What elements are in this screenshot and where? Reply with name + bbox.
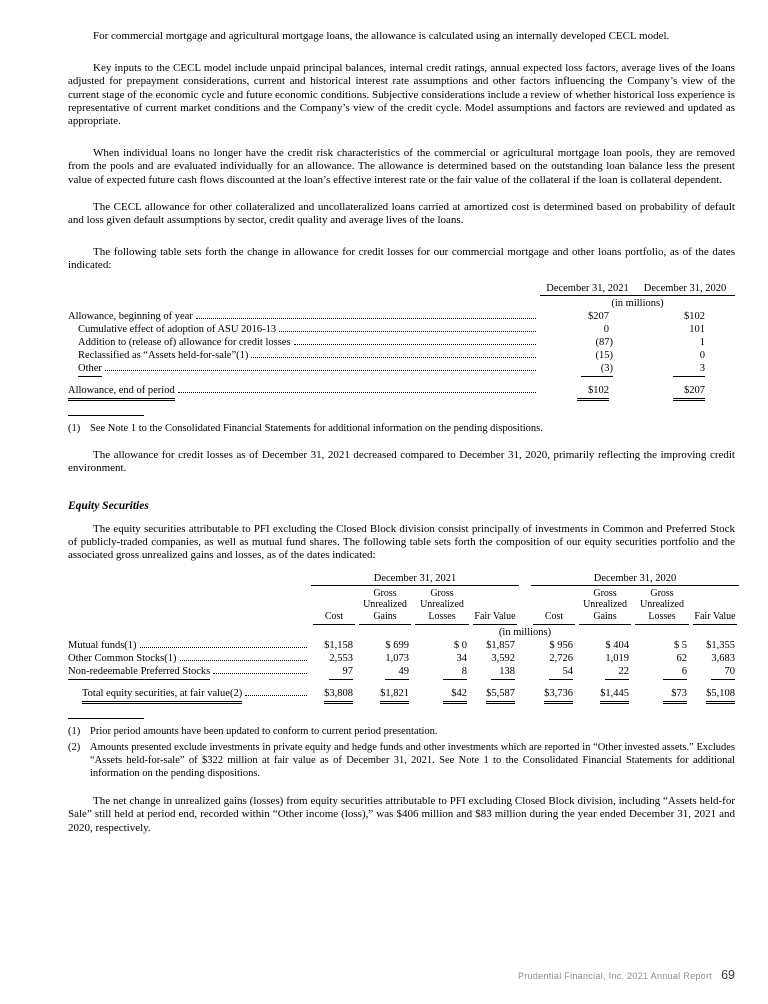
row-value: $3,736 [544, 688, 573, 704]
footer-report-title: Prudential Financial, Inc. 2021 Annual Report [517, 971, 713, 981]
table-row [68, 652, 739, 665]
dot-leader [213, 671, 307, 674]
row-value: 3 [673, 363, 705, 377]
units-row [68, 297, 735, 310]
footnote-text: Amounts presented exclude investments in private equity and hedge funds and other investments which are reported in “Other invested assets.” Excludes “Assets held-for-sale” of $322 million at fair value as of December 31, 2021. See Note 1 to the Consolidated Financial Statements for additional information on the pending dispositions. [90, 742, 735, 780]
table-row [68, 665, 739, 681]
row-value: 70 [711, 666, 735, 680]
row-value: 138 [491, 666, 515, 680]
footnote-divider [68, 718, 144, 719]
group-header-row [68, 572, 739, 587]
footnote-marker: (2) [68, 742, 81, 754]
equity-securities-table [68, 572, 739, 706]
row-value: (15) [595, 349, 613, 361]
row-value: 1,073 [385, 653, 409, 665]
row-value: $1,857 [486, 640, 516, 652]
row-value: $5,108 [706, 688, 735, 704]
row-value: 34 [456, 653, 467, 665]
footnote-text: See Note 1 to the Consolidated Financial Statements for additional information on the pending dispositions. [90, 422, 543, 434]
table-header-row [68, 282, 735, 297]
column-header-losses-2021: Gross Unrealized Losses [413, 587, 471, 627]
row-value: $ 5 [673, 640, 688, 652]
paragraph-cecl-inputs: Key inputs to the CECL model include unpaid principal balances, internal credit ratings, annual expected loss factors, average lives of the loans adjusted for prepayment considerations, current and historical interest rate assumptions and other factors influencing the Company’s view of the current stage of the economic cycle and future economic conditions. Subjective considerations include a review of whether historical loss experience is representative of current market conditions and the Company’s view of the credit cycle. Model assumptions and factors are reviewed and updated as appropriate. [68, 62, 735, 128]
dot-leader [180, 660, 308, 661]
column-header-gains-2021: Gross Unrealized Gains [357, 587, 413, 627]
paragraph-allowance-decrease: The allowance for credit losses as of December 31, 2021 decreased compared to December 31, 2020, primarily reflecting the improving credit environment. [68, 448, 735, 474]
column-header-dec-2021: December 31, 2021 [540, 282, 635, 297]
row-value: 1,019 [605, 653, 630, 665]
row-value: $1,355 [706, 640, 736, 652]
column-header-fair-2020: Fair Value [691, 587, 739, 627]
row-value: 0 [699, 349, 705, 361]
row-value: 101 [689, 323, 705, 335]
row-value: $1,821 [380, 688, 409, 704]
paragraph-equity-intro: The equity securities attributable to PFI excluding the Closed Block division consist principally of investments in Common and Preferred Stock of publicly-traded companies, as well as mutual fund shares. The following table sets forth the composition of our equity securities portfolio and the associated gross unrealized gains and losses, as of the dates indicated: [68, 523, 735, 562]
units-label: (in millions) [498, 627, 552, 639]
row-value: $207 [673, 385, 705, 401]
row-value: $102 [577, 385, 609, 401]
paragraph-cecl-intro: For commercial mortgage and agricultural mortgage loans, the allowance is calculated using an internally developed CECL model. [93, 30, 670, 42]
row-value: $207 [588, 310, 609, 322]
row-value: 54 [549, 666, 573, 680]
column-header-dec-2020: December 31, 2020 [635, 282, 735, 297]
row-value: 0 [603, 323, 609, 335]
group-header-dec-2021: December 31, 2021 [311, 572, 519, 587]
row-value: $1,445 [600, 688, 629, 704]
row-value: 1 [699, 336, 705, 348]
row-value: $3,808 [324, 688, 353, 704]
table-total-row [68, 378, 735, 402]
row-value: $ 0 [453, 640, 467, 652]
column-header-row [68, 587, 739, 627]
row-value: 49 [385, 666, 409, 680]
group-header-dec-2020: December 31, 2020 [531, 572, 739, 587]
dot-leader [294, 344, 536, 345]
dot-leader [196, 318, 536, 319]
row-value: $42 [443, 688, 467, 704]
dot-leader [245, 693, 307, 696]
row-value: $102 [684, 310, 705, 322]
row-value: 97 [329, 666, 353, 680]
row-value: $5,587 [486, 688, 515, 704]
row-label: Other [78, 363, 102, 377]
row-value: 2,726 [549, 653, 574, 665]
column-header-cost-2020: Cost [531, 587, 577, 627]
row-value: (3) [581, 363, 613, 377]
row-value: 2,553 [329, 653, 353, 665]
table-row [68, 362, 735, 378]
paragraph-net-change: The net change in unrealized gains (losses) from equity securities attributable to PFI excluding Closed Block division, including “Assets held-for Sale” still held at period end, recorded within “Other income (loss),” was $406 million and $83 million during the year ended December 31, 2021 and 2020, respectively. [68, 795, 735, 834]
footnote-text: Prior period amounts have been updated to conform to current period presentation. [90, 726, 438, 738]
row-label: Allowance, end of period [68, 385, 175, 401]
row-value: 6 [663, 666, 687, 680]
footnote-marker: (1) [68, 726, 81, 738]
row-value: $73 [663, 688, 687, 704]
table-row [68, 336, 735, 349]
row-value: 8 [443, 666, 467, 680]
footnote-marker: (1) [68, 422, 81, 434]
row-value: 62 [676, 653, 688, 665]
row-label: Mutual funds(1) [68, 640, 137, 652]
table-row [68, 349, 735, 362]
paragraph-other-loans: The CECL allowance for other collateralized and uncollateralized loans carried at amortized cost is determined based on probability of default and loss given default assumptions by sector, credit quality and average lives of the loans. [68, 200, 735, 227]
allowance-rollforward-table [68, 282, 735, 402]
table-row [68, 310, 735, 323]
section-heading-equity-securities: Equity Securities [68, 500, 149, 513]
row-value: $ 699 [385, 640, 409, 652]
dot-leader [178, 390, 536, 393]
paragraph-table-intro: The following table sets forth the change in allowance for credit losses for our commercial mortgage and other loans portfolio, as of the dates indicated: [68, 246, 735, 272]
row-value: 3,683 [711, 653, 736, 665]
footer-page-number: 69 [721, 968, 735, 982]
dot-leader [105, 368, 536, 371]
footnote [68, 725, 735, 738]
row-label: Allowance, beginning of year [68, 310, 193, 322]
units-label: (in millions) [611, 297, 664, 309]
table-row [68, 639, 739, 652]
table-total-row [68, 681, 739, 705]
row-label: Cumulative effect of adoption of ASU 2016-13 [78, 323, 277, 335]
units-row [68, 626, 739, 639]
row-value: (87) [595, 336, 613, 348]
row-label: Total equity securities, at fair value(2) [82, 688, 242, 704]
row-value: $ 956 [549, 640, 574, 652]
row-value: $1,158 [324, 640, 353, 652]
footnote [68, 741, 735, 780]
row-label: Reclassified as “Assets held-for-sale”(1) [78, 349, 249, 361]
footnote [68, 422, 735, 435]
row-value: $ 404 [605, 640, 630, 652]
page-footer [518, 968, 735, 982]
row-value: 3,592 [491, 653, 516, 665]
dot-leader [279, 331, 536, 332]
paragraph-individual-loans: When individual loans no longer have the credit risk characteristics of the commercial or agricultural mortgage loan pools, they are removed from the pools and are evaluated individually for an allowance. The allowance is determined based on the outstanding loan balance less the present value of expected future cash flows discounted at the loan’s effective interest rate or the fair value of the collateral if the loan is collateral dependent. [68, 147, 735, 186]
dot-leader [140, 647, 307, 648]
footnote-divider [68, 415, 144, 416]
table-row [68, 323, 735, 336]
dot-leader [251, 357, 536, 358]
row-label: Addition to (release of) allowance for credit losses [78, 336, 291, 348]
row-value: 22 [605, 666, 629, 680]
column-header-cost-2021: Cost [311, 587, 357, 627]
row-label: Other Common Stocks(1) [68, 653, 177, 665]
column-header-gains-2020: Gross Unrealized Gains [577, 587, 633, 627]
column-header-losses-2020: Gross Unrealized Losses [633, 587, 691, 627]
row-label: Non-redeemable Preferred Stocks [68, 666, 210, 680]
column-header-fair-2021: Fair Value [471, 587, 519, 627]
